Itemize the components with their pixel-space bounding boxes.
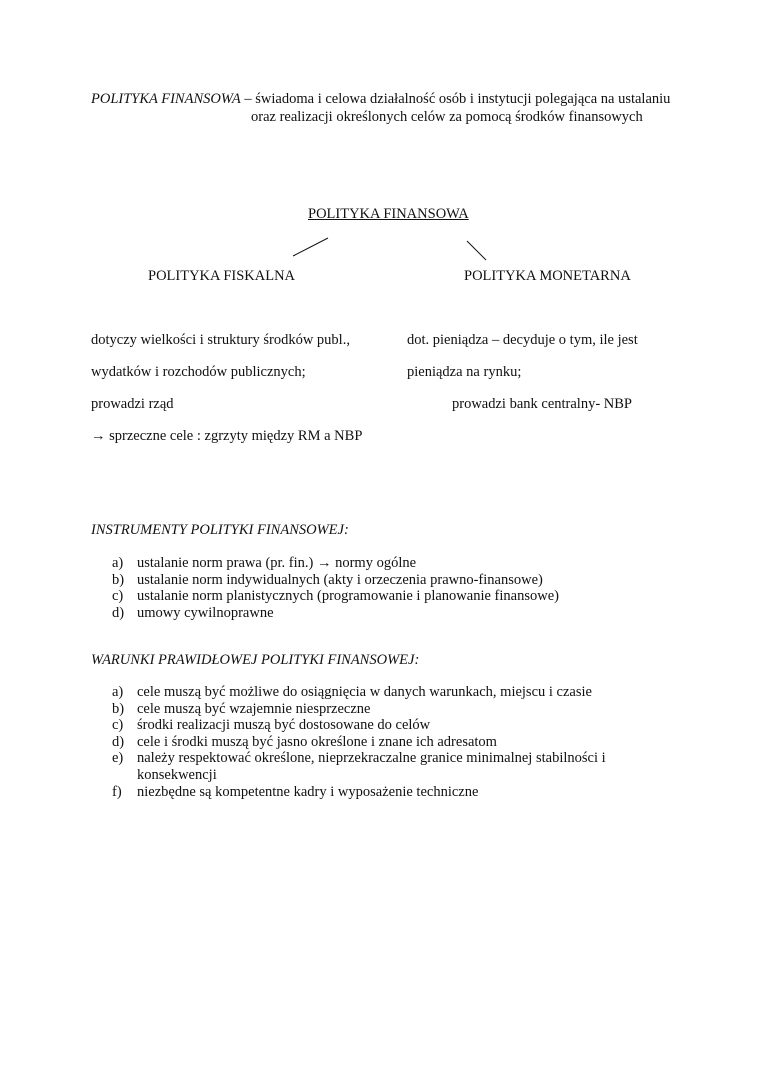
definition-text-2: oraz realizacji określonych celów za pomocą środków finansowych — [251, 109, 643, 125]
definition-term: POLITYKA FINANSOWA — [91, 91, 241, 107]
list-item-text: umowy cywilnoprawne — [137, 604, 274, 621]
list-item-text: należy respektować określone, nieprzekraczalne granice minimalnej stabilności i konsekwencji — [137, 750, 606, 783]
list-item-text: cele i środki muszą być jasno określone i znane ich adresatom — [137, 733, 497, 750]
conflict-note: → sprzeczne cele : zgrzyty między RM a NBP — [91, 428, 363, 444]
list-item — [112, 684, 637, 701]
list-item — [112, 701, 637, 718]
list-marker: b) — [112, 571, 125, 588]
list-marker: c) — [112, 717, 124, 734]
list-marker: d) — [112, 733, 125, 750]
definition-line-1 — [91, 91, 670, 108]
list-marker: c) — [112, 588, 124, 605]
list-item-text: niezbędne są kompetentne kadry i wyposażenie techniczne — [137, 783, 479, 800]
list-item — [112, 750, 637, 783]
list-item — [112, 555, 637, 572]
instruments-heading: INSTRUMENTY POLITYKI FINANSOWEJ: — [91, 522, 349, 538]
conditions-list — [112, 684, 637, 800]
monetary-line-3: prowadzi bank centralny- NBP — [452, 396, 632, 412]
list-item — [112, 588, 637, 605]
diagram-right-branch-line — [464, 238, 490, 264]
list-item — [112, 605, 637, 622]
list-item — [112, 572, 637, 589]
monetary-line-2: pieniądza na rynku; — [407, 364, 522, 380]
list-item-text: cele muszą być wzajemnie niesprzeczne — [137, 700, 371, 717]
list-item — [112, 734, 637, 751]
list-marker: b) — [112, 700, 125, 717]
list-marker: a) — [112, 684, 124, 700]
definition-text-1: świadoma i celowa działalność osób i instytucji polegająca na ustalaniu — [255, 91, 671, 107]
instruments-list — [112, 555, 637, 621]
diagram-root-label: POLITYKA FINANSOWA — [308, 206, 469, 222]
list-marker: a) — [112, 555, 124, 571]
list-item-text: ustalanie norm indywidualnych (akty i orzeczenia prawno-finansowe) — [137, 571, 543, 588]
list-item — [112, 717, 637, 734]
fiscal-line-3: prowadzi rząd — [91, 396, 174, 412]
list-marker: d) — [112, 604, 125, 621]
diagram-left-label: POLITYKA FISKALNA — [148, 268, 296, 284]
fiscal-line-2: wydatków i rozchodów publicznych; — [91, 364, 306, 380]
list-marker: e) — [112, 750, 124, 767]
list-item — [112, 784, 637, 801]
list-item-text: cele muszą być możliwe do osiągnięcia w danych warunkach, miejscu i czasie — [137, 684, 592, 700]
list-marker: f) — [112, 783, 122, 800]
conditions-heading: WARUNKI PRAWIDŁOWEJ POLITYKI FINANSOWEJ: — [91, 652, 420, 668]
diagram-left-branch-line — [290, 235, 332, 259]
definition-dash: – — [240, 91, 256, 107]
list-item-text: ustalanie norm prawa (pr. fin.) → normy ogólne — [137, 555, 417, 571]
list-item-text: ustalanie norm planistycznych (programowanie i planowanie finansowe) — [137, 588, 559, 605]
monetary-line-1: dot. pieniądza – decyduje o tym, ile jest — [407, 332, 638, 348]
diagram-right-label: POLITYKA MONETARNA — [464, 268, 631, 284]
list-item-text: środki realizacji muszą być dostosowane do celów — [137, 717, 431, 734]
fiscal-line-1: dotyczy wielkości i struktury środków publ., — [91, 332, 350, 348]
